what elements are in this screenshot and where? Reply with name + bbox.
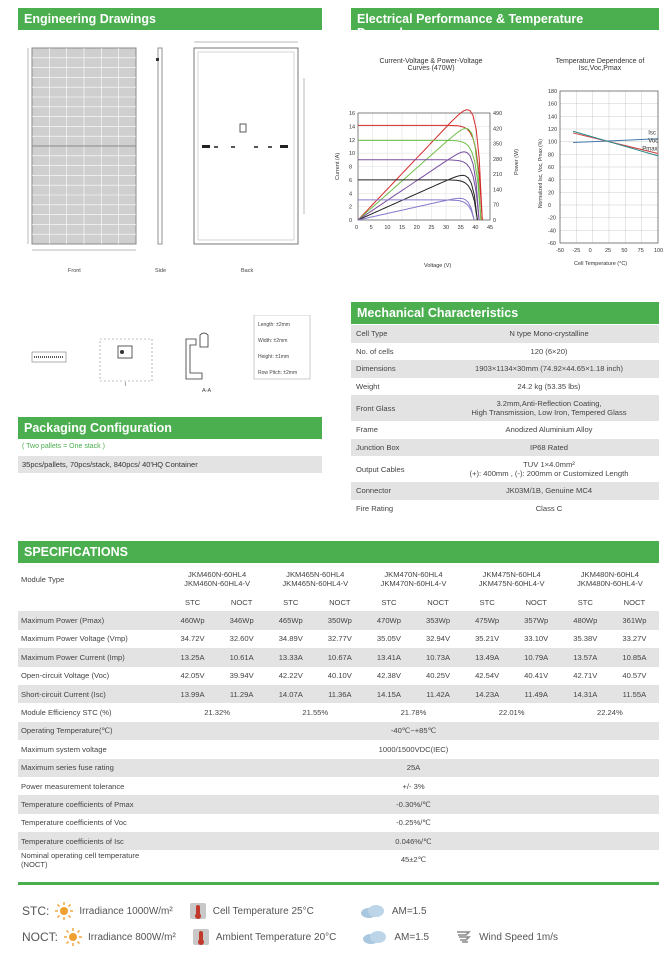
pv-curve — [358, 152, 479, 220]
pv-curve — [358, 175, 477, 220]
iv-y2label: Power (W) — [514, 149, 520, 175]
mech-value — [439, 378, 659, 396]
iv-x-tick: 40 — [472, 225, 479, 231]
mech-value-line: 1903×1134×30mm (74.92×44.65×1.18 inch) — [474, 364, 624, 374]
noct-header: NOCT — [230, 597, 253, 607]
spec-value: 470Wp — [364, 611, 413, 629]
model-name-line: JKM475N-60HL4 — [482, 570, 541, 579]
temp-x-tick: 50 — [621, 248, 628, 254]
spec-key: Maximum Power (Pmax) — [18, 611, 168, 629]
noct-header: NOCT — [623, 597, 646, 607]
packaging-line: 35pcs/pallets, 70pcs/stack, 840pcs/ 40'HQ Container — [18, 456, 322, 473]
mech-value — [439, 482, 659, 500]
spec-value: 361Wp — [610, 611, 659, 629]
temp-y-tick: -60 — [548, 241, 556, 247]
stc-header: STC — [184, 597, 201, 607]
model-name — [463, 565, 561, 593]
spec-key: Module Efficiency STC (%) — [21, 708, 112, 718]
spec-key: Temperature coefficients of Voc — [21, 818, 127, 828]
engineering-drawings — [18, 32, 328, 282]
mech-value — [439, 421, 659, 439]
model-name-line: JKM480N-60HL4 — [580, 570, 639, 579]
mech-value — [439, 395, 659, 421]
noct-wind-speed: Wind Speed 1m/s — [479, 931, 559, 943]
svg-text:I: I — [125, 382, 127, 388]
spec-value: -40℃~+85℃ — [168, 722, 659, 740]
mech-row — [351, 421, 659, 439]
spec-key: Temperature coefficients of Pmax — [18, 795, 168, 813]
spec-model-row — [18, 565, 659, 593]
tolerance-length: Length: ±2mm — [258, 322, 290, 328]
iv-xlabel: Voltage (V) — [424, 263, 452, 269]
spec-value: -0.30%/℃ — [168, 795, 659, 813]
mech-row — [351, 500, 659, 518]
spec-value: 40.41V — [524, 671, 549, 681]
spec-value: 353Wp — [413, 611, 462, 629]
spec-value: 10.73A — [413, 648, 462, 666]
spec-value: 13.33A — [266, 648, 315, 666]
mech-key: Front Glass — [356, 403, 396, 413]
side-label: Side — [155, 268, 167, 274]
mech-value-line: Anodized Aluminium Alloy — [505, 425, 593, 435]
thermometer-icon — [189, 902, 207, 920]
spec-key: Power measurement tolerance — [21, 781, 125, 791]
spec-key: Temperature coefficients of Isc — [18, 832, 168, 850]
back-label: Back — [241, 268, 254, 274]
spec-value: 10.67A — [315, 648, 364, 666]
side-view — [156, 48, 162, 244]
mech-key: Junction Box — [356, 442, 400, 452]
iv-x-tick: 30 — [443, 225, 450, 231]
spec-row — [18, 814, 659, 832]
spec-key: Nominal operating cell temperature (NOCT) — [21, 850, 140, 869]
noct-header: NOCT — [427, 597, 449, 607]
spec-value: 11.29A — [217, 685, 266, 703]
temp-y-tick: 100 — [548, 139, 558, 146]
front-label: Front — [68, 268, 81, 274]
temp-y-tick: 140 — [548, 114, 558, 121]
mechanical-header: Mechanical Characteristics — [351, 302, 659, 324]
packaging-header: Packaging Configuration — [18, 417, 322, 439]
spec-key: Maximum Power Current (Imp) — [18, 648, 168, 666]
mech-row — [351, 378, 659, 396]
mech-row — [351, 395, 659, 421]
iv-y-tick: 6 — [349, 177, 353, 184]
tolerance-row-pitch: Row Pitch: ±2mm — [258, 370, 298, 376]
spec-value: +/- 3% — [402, 781, 425, 791]
iv-y2-tick: 490 — [493, 111, 503, 117]
efficiency-value: 21.55% — [302, 708, 329, 718]
spec-row — [18, 850, 659, 868]
spec-value: 32.77V — [327, 634, 352, 644]
spec-row — [18, 759, 659, 777]
iv-x-tick: 0 — [355, 225, 359, 231]
spec-value: 32.94V — [425, 634, 451, 644]
temp-y-tick: 40 — [548, 177, 555, 184]
spec-value: 11.55A — [610, 685, 659, 703]
spec-value: 14.23A — [463, 685, 512, 703]
thermometer-icon — [192, 928, 210, 946]
model-name — [168, 565, 266, 593]
spec-value: 480Wp — [561, 611, 610, 629]
mech-key: Cell Type — [356, 329, 388, 339]
spec-value: 14.31A — [561, 685, 610, 703]
spec-value: 13.99A — [168, 685, 217, 703]
spec-row — [18, 740, 659, 758]
specifications-header: SPECIFICATIONS — [18, 541, 659, 563]
legend-noct-row — [22, 928, 558, 946]
stc-header: STC — [283, 597, 299, 607]
stc-header: STC — [479, 597, 495, 607]
spec-value: 33.10V — [524, 634, 549, 644]
spec-row — [18, 667, 659, 685]
iv-y-tick: 4 — [349, 191, 353, 198]
iv-x-tick: 10 — [384, 225, 391, 231]
spec-row — [18, 648, 659, 666]
iv-chart-title: Current-Voltage & Power-Voltage — [379, 58, 483, 65]
stc-header: STC — [381, 597, 397, 607]
mech-row — [351, 360, 659, 378]
spec-value: 45±2℃ — [400, 855, 427, 865]
detail-drawings — [18, 315, 318, 395]
temp-y-tick: 160 — [548, 101, 558, 108]
spec-value: 42.71V — [573, 671, 598, 681]
temp-y-tick: -40 — [548, 228, 556, 235]
iv-y-tick: 16 — [349, 111, 356, 117]
mech-key: Connector — [356, 486, 392, 496]
mech-value-line: Class C — [535, 503, 563, 513]
spec-key: Maximum system voltage — [21, 744, 107, 754]
specifications-table — [18, 565, 659, 869]
spec-key: Maximum series fuse rating — [18, 759, 168, 777]
electrical-performance-header: Electrical Performance & Temperature Dependence — [351, 8, 659, 30]
spec-row — [18, 832, 659, 850]
temp-chart-subtitle: Isc,Voc,Pmax — [578, 65, 622, 72]
temp-series-label: Voc — [648, 138, 659, 145]
spec-value: 34.89V — [278, 634, 303, 644]
mech-key: No. of cells — [356, 346, 394, 356]
spec-value: 35.21V — [475, 634, 500, 644]
iv-y2-tick: 420 — [493, 126, 503, 133]
spec-value: 40.10V — [327, 671, 352, 681]
spec-value: 13.49A — [463, 648, 512, 666]
spec-value: 1000/1500VDC(IEC) — [378, 744, 449, 754]
spec-key: Maximum Power Voltage (Vmp) — [21, 634, 128, 644]
spec-value: 350Wp — [315, 611, 364, 629]
mech-value-line: (+): 400mm , (-): 200mm or Customized Length — [469, 469, 629, 478]
spec-value: 0.046%/℃ — [168, 832, 659, 850]
spec-row — [18, 777, 659, 795]
spec-row — [18, 795, 659, 813]
iv-x-tick: 35 — [457, 225, 464, 231]
mech-row — [351, 456, 659, 482]
model-name-line: JKM460N-60HL4 — [187, 570, 247, 579]
spec-value: -0.25%/℃ — [396, 818, 431, 828]
temp-x-tick: 75 — [637, 248, 644, 254]
spec-value: 11.42A — [413, 685, 462, 703]
sun-icon — [55, 902, 73, 920]
spec-value: 346Wp — [217, 611, 266, 629]
iv-x-tick: 20 — [413, 225, 420, 231]
packaging-note: ( Two pallets = One stack ) — [22, 443, 105, 450]
noct-header: NOCT — [525, 597, 547, 607]
iv-y2-tick: 70 — [493, 202, 500, 209]
spec-value: 40.57V — [622, 671, 647, 681]
noct-label: NOCT: — [22, 930, 58, 944]
noct-ambient-temperature: Ambient Temperature 20°C — [215, 931, 337, 943]
temp-x-tick: 100 — [654, 248, 664, 254]
noct-header: NOCT — [329, 597, 351, 607]
model-name-line: JKM460N-60HL4-V — [184, 579, 251, 588]
mech-value-line: N type Mono-crystalline — [509, 329, 589, 339]
temp-y-tick: 180 — [548, 89, 558, 95]
stc-irradiance: Irradiance 1000W/m² — [79, 905, 173, 917]
wind-icon — [455, 928, 473, 946]
iv-y-tick: 0 — [349, 218, 353, 224]
spec-value: 25A — [168, 759, 659, 777]
temp-y-tick: 60 — [548, 165, 555, 171]
spec-row — [18, 630, 659, 648]
spec-key: Open-circuit Voltage (Voc) — [21, 671, 110, 681]
efficiency-row — [18, 703, 659, 721]
spec-value: 42.54V — [475, 671, 500, 681]
model-name — [561, 565, 659, 593]
model-name — [266, 565, 364, 593]
spec-cell — [18, 593, 168, 611]
iv-chart-subtitle: Curves (470W) — [407, 65, 455, 72]
iv-y2-tick: 0 — [493, 218, 497, 224]
spec-value: 11.36A — [315, 685, 364, 703]
model-name-line: JKM475N-60HL4-V — [478, 579, 545, 588]
iv-y-tick: 12 — [349, 137, 356, 144]
spec-value: 10.61A — [217, 648, 266, 666]
model-name — [364, 565, 462, 593]
tolerance-width: Width: ±2mm — [258, 338, 288, 344]
spec-row — [18, 611, 659, 629]
spec-value: 13.41A — [364, 648, 413, 666]
model-name-line: JKM480N-60HL4-V — [576, 579, 643, 588]
mech-key: Frame — [356, 425, 378, 435]
spec-value: 460Wp — [168, 611, 217, 629]
spec-value: 35.38V — [573, 634, 598, 644]
iv-curve — [358, 160, 479, 220]
iv-y2-tick: 140 — [493, 187, 503, 194]
noct-irradiance: Irradiance 800W/m² — [88, 931, 176, 943]
model-name-line: JKM465N-60HL4-V — [282, 579, 349, 588]
model-name-line: JKM470N-60HL4 — [384, 570, 443, 579]
iv-ylabel: Current (A) — [335, 152, 341, 180]
temp-series-label: Pmax — [642, 146, 658, 153]
efficiency-value: 21.32% — [204, 708, 230, 718]
spec-row — [18, 722, 659, 740]
iv-chart — [330, 95, 520, 275]
temp-y-tick: -20 — [548, 215, 556, 222]
temp-chart — [530, 83, 665, 273]
spec-value: 14.07A — [266, 685, 315, 703]
spec-value: 10.85A — [610, 648, 659, 666]
spec-row — [18, 685, 659, 703]
mech-value — [439, 343, 659, 361]
stc-cell-temperature: Cell Temperature 25°C — [212, 905, 314, 917]
temp-x-tick: 25 — [605, 248, 612, 254]
temp-y-tick: 120 — [548, 127, 558, 133]
noct-am: AM=1.5 — [394, 931, 430, 943]
mechanical-table — [351, 325, 659, 517]
mech-value-line: 24.2 kg (53.35 lbs) — [517, 381, 581, 391]
temp-x-tick: -25 — [572, 248, 581, 254]
mech-value — [439, 325, 659, 343]
cloud-icon — [362, 929, 388, 945]
iv-y-tick: 2 — [349, 204, 353, 211]
mech-value — [439, 360, 659, 378]
model-name-line: JKM465N-60HL4 — [286, 570, 345, 579]
spec-key: Short-circuit Current (Isc) — [18, 685, 168, 703]
temp-y-tick: 0 — [548, 203, 552, 209]
cloud-icon — [360, 903, 386, 919]
iv-y-tick: 14 — [349, 124, 356, 131]
iv-y2-tick: 280 — [493, 156, 503, 163]
mech-row — [351, 482, 659, 500]
spec-value: 14.15A — [364, 685, 413, 703]
spec-value: 13.57A — [561, 648, 610, 666]
efficiency-value: 22.01% — [498, 708, 525, 718]
mech-value-line: High Transmission, Low Iron, Tempered Glass — [471, 408, 627, 417]
temp-series-line — [573, 139, 658, 143]
module-type-label: Module Type — [21, 574, 65, 584]
temp-x-tick: -50 — [556, 248, 564, 254]
spec-value: 475Wp — [463, 611, 512, 629]
iv-y2-tick: 350 — [493, 141, 503, 148]
mech-value-line: IP68 Rated — [530, 442, 568, 452]
temp-ylabel: Normalized Isc, Voc, Pmax (%) — [538, 139, 544, 208]
mech-value — [439, 456, 659, 482]
spec-value: 10.79A — [512, 648, 561, 666]
front-view — [28, 48, 136, 250]
iv-curve — [358, 200, 474, 220]
engineering-drawings-header: Engineering Drawings — [18, 8, 322, 30]
mech-row — [351, 325, 659, 343]
spec-value: 357Wp — [512, 611, 561, 629]
iv-y-tick: 10 — [349, 151, 356, 158]
mech-key: Weight — [356, 381, 380, 391]
temp-x-tick: 0 — [588, 248, 592, 254]
iv-y2-tick: 210 — [493, 172, 503, 179]
spec-value: 42.05V — [180, 671, 205, 681]
temp-y-tick: 80 — [548, 152, 555, 159]
model-name-line: JKM470N-60HL4-V — [380, 579, 447, 588]
temp-xlabel: Cell Temperature (°C) — [574, 261, 628, 267]
mech-value-line: 3.2mm,Anti-Reflection Coating, — [496, 399, 602, 408]
spec-value: 32.60V — [229, 634, 254, 644]
sun-icon — [64, 928, 82, 946]
mech-value-line: TUV 1×4.0mm² — [523, 460, 575, 469]
spec-value: 465Wp — [266, 611, 315, 629]
spec-condition-row — [18, 593, 659, 611]
mech-key: Fire Rating — [356, 503, 394, 513]
iv-x-tick: 5 — [369, 225, 373, 231]
aa-label: A-A — [202, 388, 212, 394]
temp-y-tick: 20 — [548, 190, 555, 197]
tolerance-height: Height: ±1mm — [258, 354, 290, 360]
efficiency-value: 22.24% — [596, 708, 623, 718]
mech-key: Output Cables — [356, 464, 405, 474]
stc-header: STC — [577, 597, 593, 607]
iv-y-tick: 8 — [349, 164, 353, 171]
back-view — [194, 42, 304, 244]
legend-divider — [18, 882, 659, 885]
mech-row — [351, 439, 659, 457]
spec-value: 34.72V — [180, 634, 205, 644]
stc-label: STC: — [22, 904, 50, 918]
mech-value — [439, 439, 659, 457]
spec-value: 35.05V — [376, 634, 401, 644]
mech-row — [351, 343, 659, 361]
spec-value: 33.27V — [622, 634, 647, 644]
mech-value-line: JK03M/1B, Genuine MC4 — [505, 486, 593, 496]
spec-key: Operating Temperature(℃) — [18, 722, 168, 740]
spec-value: 40.25V — [425, 671, 451, 681]
temp-chart-title: Temperature Dependence of — [555, 58, 645, 65]
spec-value: 39.94V — [229, 671, 254, 681]
stc-am: AM=1.5 — [391, 905, 427, 917]
temp-series-label: Isc — [648, 130, 656, 137]
spec-value: 42.22V — [278, 671, 303, 681]
mech-value — [439, 500, 659, 518]
spec-value: 42.38V — [376, 671, 401, 681]
mech-key: Dimensions — [356, 364, 396, 374]
spec-value: 13.25A — [168, 648, 217, 666]
legend-stc-row — [22, 902, 427, 920]
efficiency-value: 21.78% — [400, 708, 427, 718]
iv-x-tick: 25 — [428, 225, 435, 231]
spec-value: 11.49A — [512, 685, 561, 703]
iv-x-tick: 15 — [399, 225, 406, 231]
iv-x-tick: 45 — [487, 225, 494, 231]
mech-value-line: 120 (6×20) — [530, 346, 568, 356]
